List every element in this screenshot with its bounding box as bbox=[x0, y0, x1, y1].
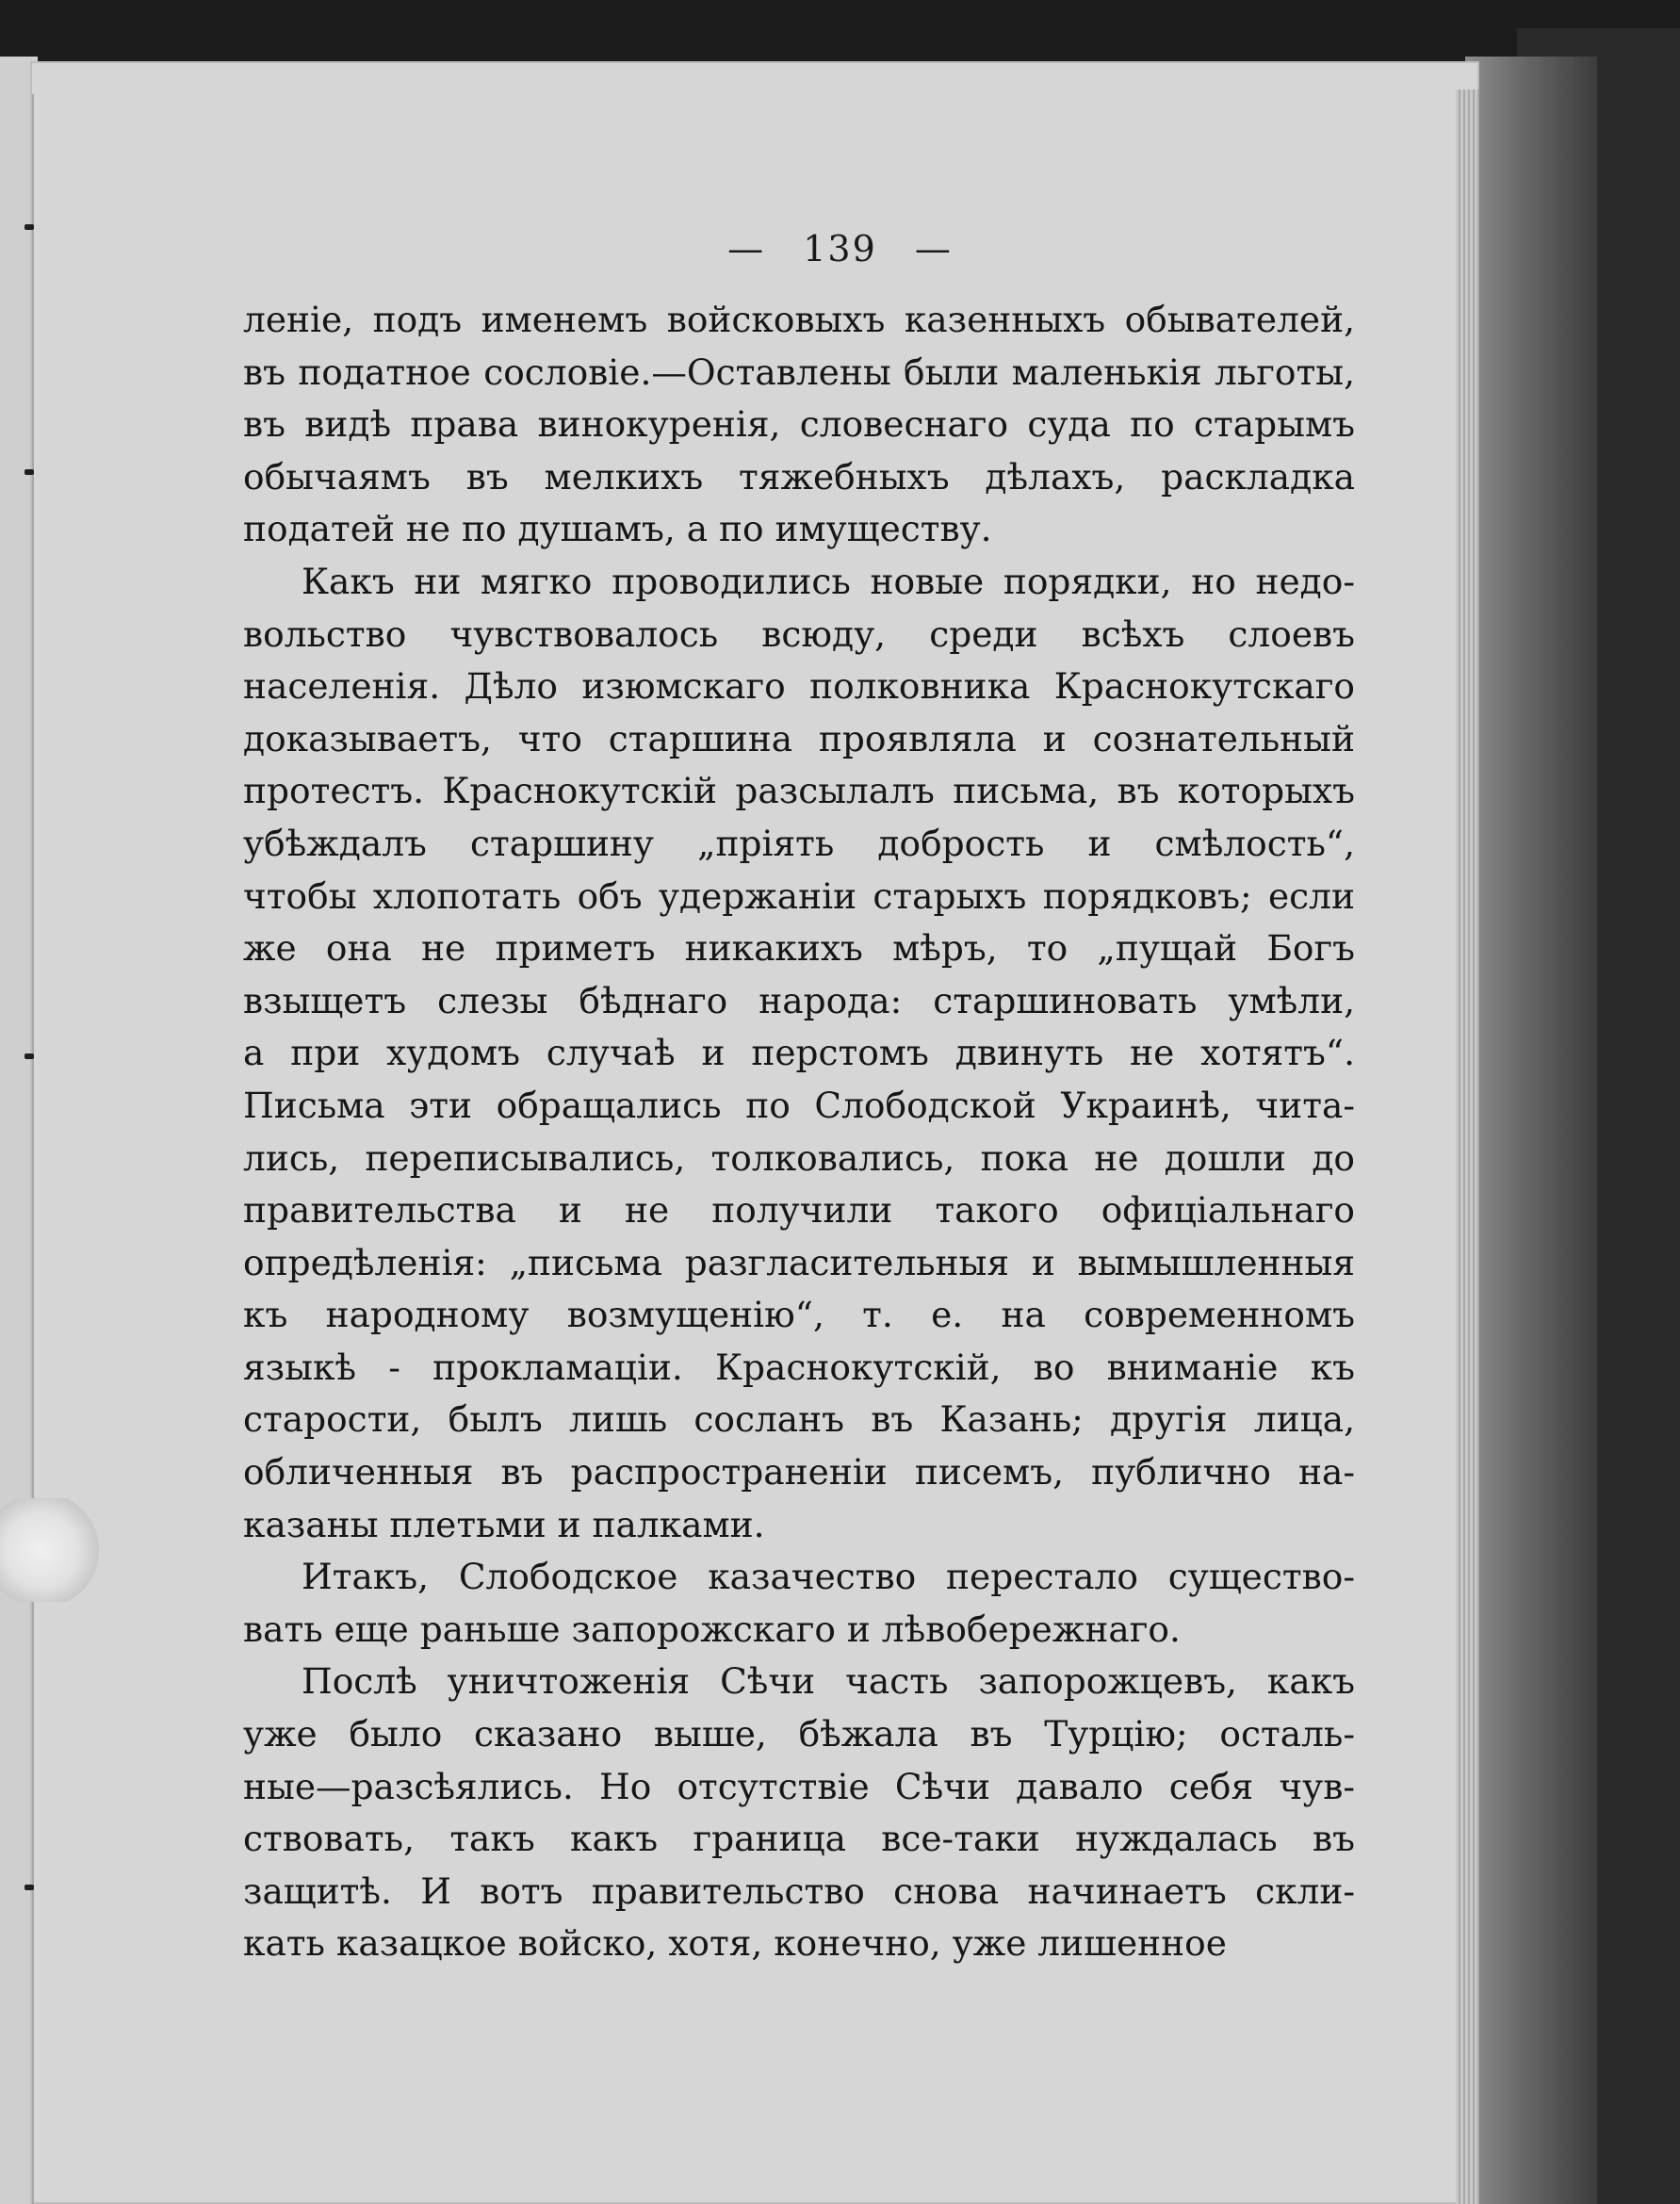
text-line: взыщетъ слезы бѣднаго народа: старшиновать умѣли, bbox=[243, 979, 1355, 1021]
text-line: обычаямъ въ мелкихъ тяжебныхъ дѣлахъ, раскладка bbox=[243, 455, 1355, 498]
text-line: населенія. Дѣло изюмскаго полковника Краснокутскаго bbox=[243, 665, 1355, 708]
text-line: уже было сказано выше, бѣжала въ Турцію; осталь- bbox=[243, 1713, 1355, 1755]
text-line: леніе, подъ именемъ войсковыхъ казенныхъ обывателей, bbox=[243, 299, 1355, 340]
text-line: чтобы хлопотать объ удержаніи старыхъ порядковъ; если bbox=[243, 874, 1355, 917]
page-number-dash-right: — bbox=[914, 228, 953, 269]
text-line: убѣждалъ старшину „пріять добрость и смѣлость“, bbox=[243, 822, 1355, 864]
page-number-header bbox=[0, 228, 1680, 269]
text-line: а при худомъ случаѣ и перстомъ двинуть не хотятъ“. bbox=[243, 1032, 1355, 1074]
text-line: же она не приметъ никакихъ мѣръ, то „пущай Богъ bbox=[243, 927, 1355, 970]
text-line: доказываетъ, что старшина проявляла и сознательный bbox=[243, 717, 1355, 759]
page-number: 139 bbox=[803, 228, 877, 269]
text-line: обличенныя въ распространеніи писемъ, публично на- bbox=[243, 1451, 1355, 1494]
text-line: старости, былъ лишь сосланъ въ Казань; другія лица, bbox=[243, 1398, 1355, 1441]
page-number-dash-left: — bbox=[727, 228, 766, 269]
text-line: податей не по душамъ, а по имуществу. bbox=[243, 508, 992, 550]
text-line: языкѣ - прокламаціи. Краснокутскій, во вниманіе къ bbox=[243, 1346, 1355, 1388]
text-line: опредѣленія: „письма разгласительныя и вымышленныя bbox=[243, 1241, 1355, 1283]
paragraph bbox=[243, 1551, 1355, 1656]
text-line: въ видѣ права винокуренія, словеснаго суда по старымъ bbox=[243, 403, 1355, 446]
text-line: казаны плетьми и палками. bbox=[243, 1503, 765, 1545]
text-line: правительства и не получили такого офиціальнаго bbox=[243, 1189, 1355, 1232]
text-line: Итакъ, Слободское казачество перестало существо- bbox=[302, 1556, 1355, 1598]
binding-stitch bbox=[24, 1885, 34, 1890]
body-text bbox=[243, 294, 1355, 1970]
text-line: протестъ. Краснокутскій разсылалъ письма, въ которыхъ bbox=[243, 770, 1355, 812]
text-line: Письма эти обращались по Слободской Украинѣ, чита- bbox=[243, 1084, 1355, 1126]
text-line: ствовать, такъ какъ граница все-таки нуждалась въ bbox=[243, 1818, 1355, 1860]
text-line: Послѣ уничтоженія Сѣчи часть запорожцевъ, какъ bbox=[302, 1660, 1355, 1703]
text-line: кать казацкое войско, хотя, конечно, уже лишенное bbox=[243, 1922, 1227, 1965]
text-line: Какъ ни мягко проводились новые порядки, но недо- bbox=[302, 560, 1355, 602]
text-line: къ народному возмущенію“, т. е. на современномъ bbox=[243, 1294, 1355, 1336]
paper-tear bbox=[0, 1498, 104, 1602]
text-line: въ податное сословіе.—Оставлены были маленькія льготы, bbox=[243, 351, 1355, 393]
text-line: ные—разсѣялись. Но отсутствіе Сѣчи давало себя чув- bbox=[243, 1765, 1355, 1807]
paragraph bbox=[243, 294, 1355, 556]
text-line: вольство чувствовалось всюду, среди всѣхъ слоевъ bbox=[243, 612, 1355, 655]
text-line: лись, переписывались, толковались, пока не дошли до bbox=[243, 1136, 1355, 1179]
text-line: защитѣ. И вотъ правительство снова начинаетъ скли- bbox=[243, 1869, 1355, 1912]
text-line: вать еще раньше запорожскаго и лѣвобережнаго. bbox=[243, 1608, 1181, 1650]
paragraph bbox=[243, 556, 1355, 1551]
paragraph bbox=[243, 1656, 1355, 1970]
binding-stitch bbox=[24, 469, 34, 475]
book-page-edges bbox=[1465, 57, 1597, 2204]
binding-stitch bbox=[24, 1053, 34, 1059]
page-stack-edge bbox=[1456, 90, 1479, 2204]
